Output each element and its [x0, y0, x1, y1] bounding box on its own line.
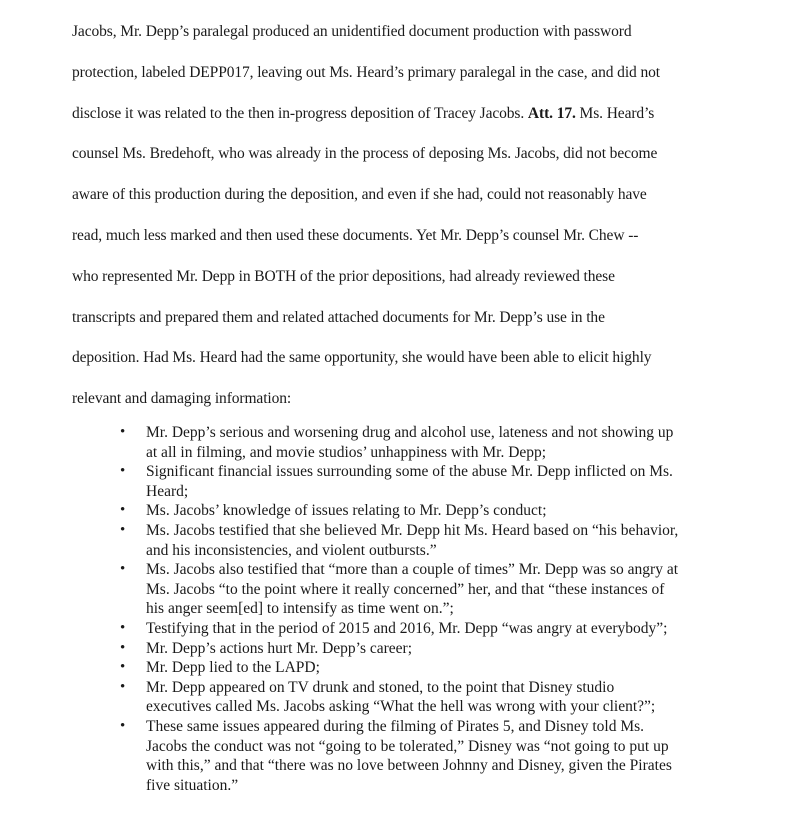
bullet-item [146, 501, 796, 521]
bullet-list [100, 423, 796, 795]
bullet-item [146, 717, 796, 795]
bullet-line: • Ms. Jacobs also testified that “more than a couple of times” Mr. Depp was so angry at [146, 561, 679, 579]
bullet-line: • Ms. Jacobs testified that she believed Mr. Depp hit Ms. Heard based on “his behavior, [146, 521, 679, 539]
paragraph-line: counsel Ms. Bredehoft, who was already in the process of deposing Ms. Jacobs, did not become [72, 145, 658, 163]
paragraph-line: transcripts and prepared them and related attached documents for Mr. Depp’s use in the [72, 308, 605, 326]
attachment-reference: Att. 17. [527, 104, 576, 122]
bullet-line: • Mr. Depp lied to the LAPD; [146, 659, 320, 677]
bullet-item [146, 462, 796, 501]
bullet-line: Heard; [146, 482, 189, 500]
bullet-line: and his inconsistencies, and violent outbursts.” [146, 541, 437, 559]
bullet-line: Jacobs the conduct was not “going to be tolerated,” Disney was “not going to put up [146, 737, 669, 755]
bullet-line: executives called Ms. Jacobs asking “What the hell was wrong with your client?”; [146, 698, 656, 716]
body-paragraph [72, 12, 772, 420]
bullet-item [146, 560, 796, 619]
bullet-line: Ms. Jacobs “to the point where it really concerned” her, and that “these instances of [146, 580, 665, 598]
paragraph-line-text: disclose it was related to the then in-progress deposition of Tracey Jacobs. [72, 104, 528, 122]
paragraph-line [72, 94, 772, 135]
bullet-item [146, 658, 796, 678]
paragraph-line: read, much less marked and then used these documents. Yet Mr. Depp’s counsel Mr. Chew -- [72, 226, 639, 244]
bullet-line: • These same issues appeared during the filming of Pirates 5, and Disney told Ms. [146, 717, 645, 735]
bullet-line: • Mr. Depp appeared on TV drunk and stoned, to the point that Disney studio [146, 678, 615, 696]
bullet-item [146, 639, 796, 659]
paragraph-line: relevant and damaging information: [72, 390, 292, 408]
bullet-item [146, 521, 796, 560]
bullet-line: his anger seem[ed] to intensify as time went on.”; [146, 600, 454, 618]
bullet-line: • Significant financial issues surrounding some of the abuse Mr. Depp inflicted on Ms. [146, 463, 673, 481]
paragraph-line: who represented Mr. Depp in BOTH of the prior depositions, had already reviewed these [72, 267, 615, 285]
bullet-line: with this,” and that “there was no love between Johnny and Disney, given the Pirates [146, 757, 672, 775]
paragraph-line: deposition. Had Ms. Heard had the same opportunity, she would have been able to elicit highly [72, 349, 652, 367]
bullet-item [146, 678, 796, 717]
bullet-line: five situation.” [146, 776, 239, 794]
paragraph-line: aware of this production during the deposition, and even if she had, could not reasonably have [72, 186, 647, 204]
paragraph-line-tail: Ms. Heard’s [575, 104, 655, 122]
bullet-item [146, 619, 796, 639]
bullet-item [146, 423, 796, 462]
paragraph-line: Jacobs, Mr. Depp’s paralegal produced an unidentified document production with password [72, 23, 632, 40]
bullet-line: • Testifying that in the period of 2015 and 2016, Mr. Depp “was angry at everybody”; [146, 619, 668, 637]
bullet-line: • Mr. Depp’s serious and worsening drug and alcohol use, lateness and not showing up [146, 424, 674, 441]
bullet-line: • Mr. Depp’s actions hurt Mr. Depp’s career; [146, 639, 413, 657]
paragraph-line: protection, labeled DEPP017, leaving out Ms. Heard’s primary paralegal in the case, and did not [72, 63, 660, 81]
bullet-line: at all in filming, and movie studios’ unhappiness with Mr. Depp; [146, 443, 547, 461]
bullet-line: • Ms. Jacobs’ knowledge of issues relating to Mr. Depp’s conduct; [146, 502, 547, 520]
